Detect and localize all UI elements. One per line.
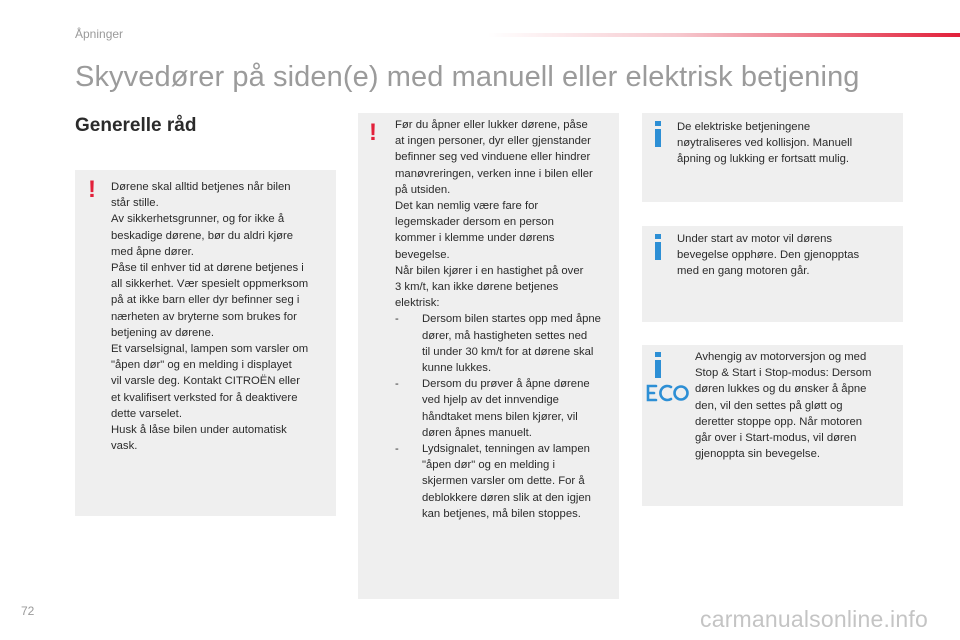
text-line: skjermen varsler om dette. For å bbox=[422, 475, 585, 488]
header-rule bbox=[488, 33, 960, 37]
info-icon bbox=[655, 121, 661, 147]
text-line: står stille. bbox=[111, 197, 159, 210]
text-line: "åpen dør" og en melding i displayet bbox=[111, 359, 292, 372]
text-line: åpning og lukking er fortsatt mulig. bbox=[677, 153, 850, 166]
text-line: nøytraliseres ved kollisjon. Manuell bbox=[677, 137, 853, 150]
text-line: vask. bbox=[111, 440, 138, 453]
text-line: vil varsle deg. Kontakt CITROËN eller bbox=[111, 375, 300, 388]
text-line: Under start av motor vil dørens bbox=[677, 233, 833, 245]
text-line: elektrisk: bbox=[395, 297, 440, 310]
left-warning-text bbox=[111, 179, 333, 454]
page-number: 72 bbox=[21, 604, 35, 618]
dash-marker: - bbox=[395, 443, 399, 456]
text-line: all sikkerhet. Vær spesielt oppmerksom bbox=[111, 278, 309, 291]
text-line: Husk å låse bilen under automatisk bbox=[111, 424, 287, 437]
text-line: kunne lukkes. bbox=[422, 362, 492, 375]
info-icon bbox=[655, 352, 661, 378]
text-line: med åpne dører. bbox=[111, 245, 194, 258]
text-line: dette varselet. bbox=[111, 407, 182, 420]
text-line: Et varselsignal, lampen som varsler om bbox=[111, 343, 309, 356]
section-label: Åpninger bbox=[75, 27, 124, 41]
text-line: Av sikkerhetsgrunner, og for ikke å bbox=[111, 213, 285, 226]
text-line: kan betjenes, må bilen stoppes. bbox=[422, 507, 581, 520]
text-line: De elektriske betjeningene bbox=[677, 121, 811, 133]
watermark: carmanualsonline.info bbox=[700, 606, 928, 632]
text-line: på at ikke barn eller dyr befinner seg i bbox=[111, 294, 300, 307]
text-line: med en gang motoren går. bbox=[677, 265, 810, 278]
text-line: "åpen dør" og en melding i bbox=[422, 459, 555, 472]
info-box-stop-start bbox=[642, 345, 903, 506]
text-line: bevegelse. bbox=[395, 248, 450, 261]
text-line: Avhengig av motorversjon og med bbox=[695, 351, 867, 363]
text-line: den, vil den settes på gløtt og bbox=[695, 399, 843, 412]
page-title: Skyvedører på siden(e) med manuell eller elektrisk betjening bbox=[75, 61, 860, 93]
warning-icon: ! bbox=[369, 119, 377, 146]
text-line: døren lukkes og du ønsker å åpne bbox=[695, 383, 867, 396]
text-line: legemskader dersom en person bbox=[395, 216, 554, 229]
text-line: Påse til enhver tid at dørene betjenes i bbox=[111, 262, 304, 275]
text-line: et kvalifisert verksted for å deaktivere bbox=[111, 391, 298, 404]
text-line: gjenoppta sin bevegelse. bbox=[695, 448, 820, 461]
text-line: Før du åpner eller lukker dørene, påse bbox=[395, 119, 588, 131]
text-line: deretter stoppe opp. Når motoren bbox=[695, 415, 863, 428]
text-line: betjening av dørene. bbox=[111, 326, 214, 339]
text-line: ved hjelp av det innvendige bbox=[422, 394, 559, 407]
info-box-engine-start bbox=[642, 226, 903, 322]
text-line: Lydsignalet, tenningen av lampen bbox=[422, 443, 590, 456]
info-box-engine-start-text bbox=[677, 231, 899, 280]
text-line: Dersom du prøver å åpne dørene bbox=[422, 378, 590, 391]
text-line: bevegelse opphøre. Den gjenopptas bbox=[677, 249, 860, 262]
text-line: dører, må hastigheten settes ned bbox=[422, 329, 588, 342]
info-box-collision-text bbox=[677, 119, 899, 168]
text-line: går over i Start-modus, vil døren bbox=[695, 432, 857, 445]
warning-icon: ! bbox=[88, 176, 96, 203]
text-line: at ingen personer, dyr eller gjenstander bbox=[395, 135, 591, 148]
text-line: Dersom bilen startes opp med åpne bbox=[422, 313, 601, 326]
text-line: til under 30 km/t for at dørene skal bbox=[422, 345, 594, 358]
info-box-stop-start-text bbox=[695, 349, 900, 462]
info-box-collision bbox=[642, 113, 903, 202]
left-warning-box bbox=[75, 170, 336, 516]
text-line: døren åpnes manuelt. bbox=[422, 426, 532, 439]
text-line: Dørene skal alltid betjenes når bilen bbox=[111, 181, 291, 193]
middle-warning-box bbox=[358, 113, 619, 599]
text-line: Det kan nemlig være fare for bbox=[395, 200, 539, 213]
text-line: manøvreringen, verken inne i bilen eller bbox=[395, 167, 593, 180]
list-item bbox=[395, 311, 617, 376]
text-line: kommer i klemme under dørens bbox=[395, 232, 555, 245]
list-item bbox=[395, 376, 617, 441]
text-line: håndtaket mens bilen kjører, vil bbox=[422, 410, 578, 423]
speed-rules-list bbox=[395, 311, 617, 522]
text-line: nærheten av bryterne som brukes for bbox=[111, 310, 297, 323]
eco-icon bbox=[645, 382, 689, 404]
middle-warning-text bbox=[395, 117, 617, 522]
text-line: 3 km/t, kan ikke dørene betjenes bbox=[395, 281, 559, 294]
text-line: befinner seg ved vinduene eller hindrer bbox=[395, 151, 591, 164]
text-line: beskadige dørene, bør du aldri kjøre bbox=[111, 229, 294, 242]
sub-heading: Generelle råd bbox=[75, 115, 197, 136]
text-line: Når bilen kjører i en hastighet på over bbox=[395, 264, 584, 277]
info-icon bbox=[655, 234, 661, 260]
dash-marker: - bbox=[395, 378, 399, 391]
dash-marker: - bbox=[395, 313, 399, 326]
list-item bbox=[395, 441, 617, 522]
text-line: deblokkere døren slik at den igjen bbox=[422, 491, 591, 504]
text-line: på utsiden. bbox=[395, 183, 451, 196]
text-line: Stop & Start i Stop-modus: Dersom bbox=[695, 367, 872, 380]
